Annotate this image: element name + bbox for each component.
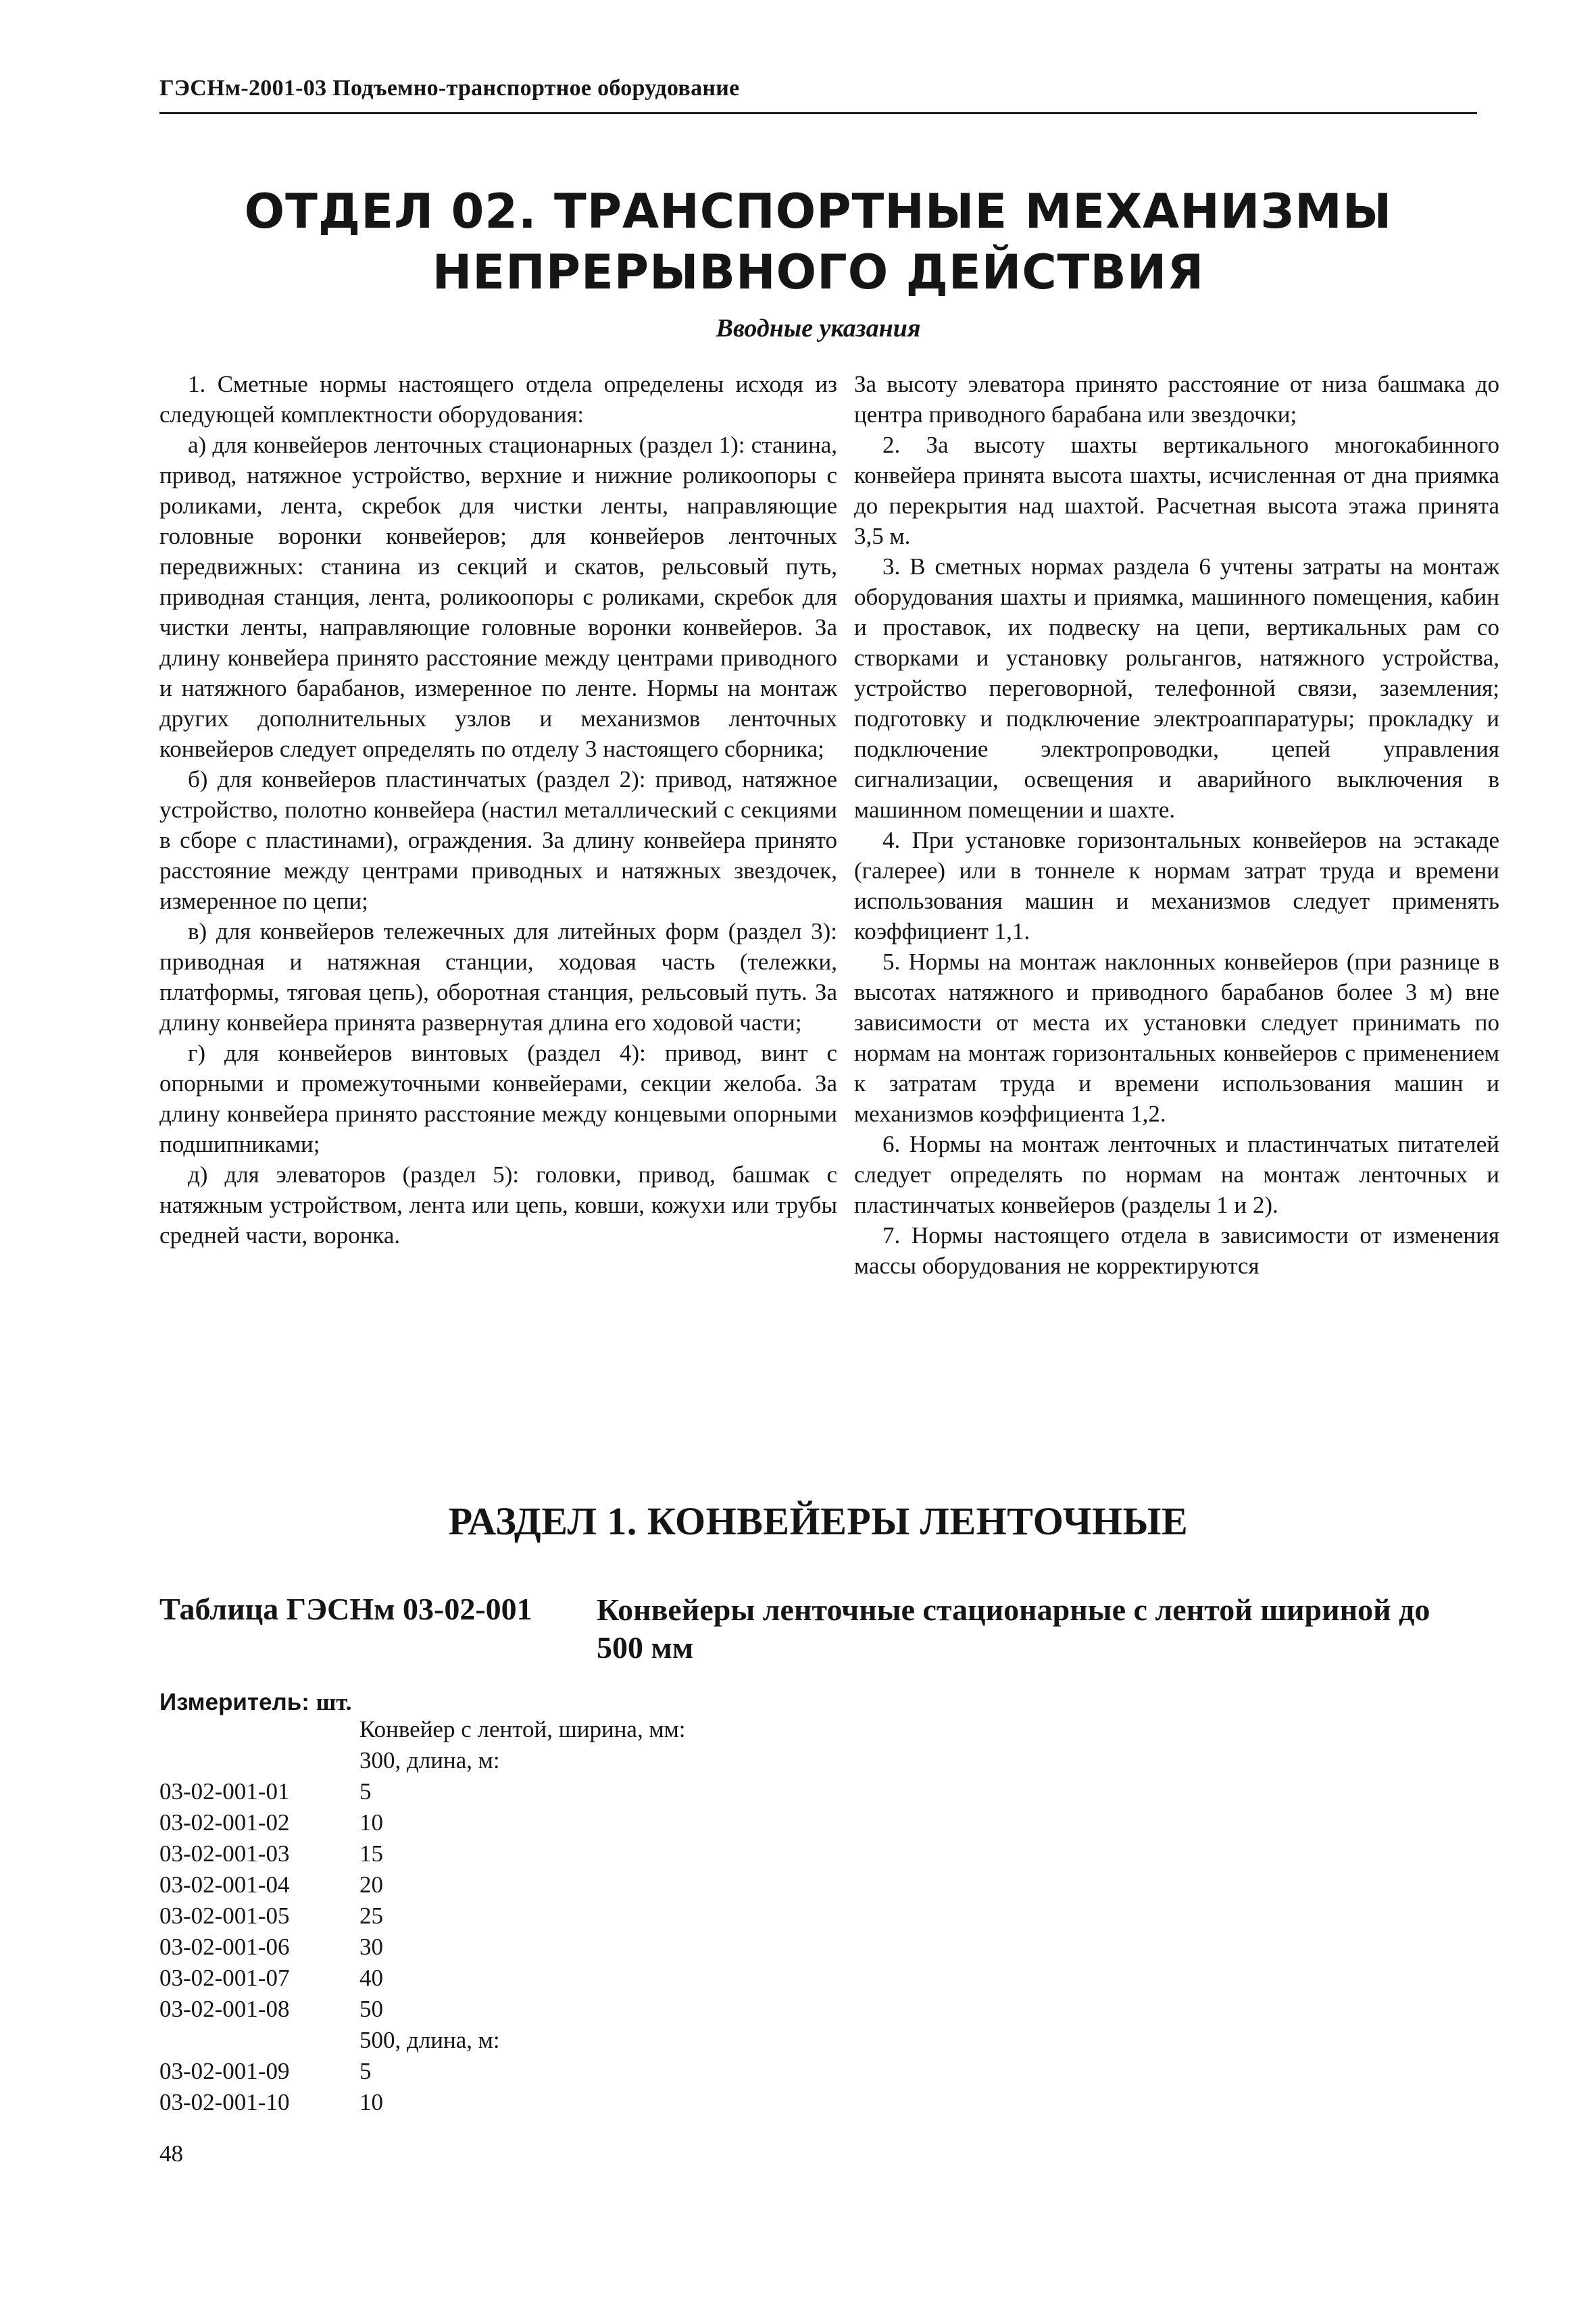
measure-label: Измеритель: (159, 1689, 309, 1715)
left-text-column (159, 369, 837, 1251)
section-title-line1: ОТДЕЛ 02. ТРАНСПОРТНЫЕ МЕХАНИЗМЫ (244, 184, 1393, 239)
row-code: 03-02-001-06 (159, 1934, 290, 1960)
measure-unit: шт. (316, 1689, 352, 1715)
row-code: 03-02-001-08 (159, 1996, 290, 2022)
paragraph: 7. Нормы настоящего отдела в зависимости от изменения массы оборудования не корректируются (854, 1222, 1499, 1279)
paragraph: а) для конвейеров ленточных стационарных (раздел 1): станина, привод, натяжное устройство, верхние и нижние роликоопоры с роликами, лента, скребок для чистки ленты, направляющие головные воронки конвейеров; для конвейеров ленточных передвижных: станина из секций и скатов, рельсовый путь, приводная станция, лента, роликоопоры с роликами, скребок для чистки ленты, направляющие головные воронки конвейеров. За длину конвейера принято расстояние между центрами приводного и натяжного барабанов, измеренное по ленте. Нормы на монтаж других дополнительных узлов и механизмов ленточных конвейеров следует определять по отделу 3 настоящего сборника; (159, 432, 837, 762)
paragraph: 2. За высоту шахты вертикального многокабинного конвейера принята высота шахты, исчисленная от дна приямка до перекрытия над шахтой. Расчетная высота этажа принята 3,5 м. (854, 432, 1499, 549)
row-value: 50 (359, 1996, 383, 2022)
row-code: 03-02-001-04 (159, 1871, 290, 1898)
row-code: 03-02-001-07 (159, 1965, 290, 1991)
table-title: Конвейеры ленточные стационарные с лентой шириной до 500 мм (597, 1592, 1430, 1665)
paragraph: 3. В сметных нормах раздела 6 учтены затраты на монтаж оборудования шахты и приямка, машинного помещения, кабин и проставок, их подвеску на цепи, вертикальных рам со створками и установку рольгангов, натяжного устройства, устройство переговорной, телефонной связи, заземления; подготовку и подключение электроаппаратуры; прокладку и подключение электропроводки, цепей управления сигнализации, освещения и аварийного выключения в машинном помещении и шахте. (854, 553, 1499, 823)
page-number: 48 (159, 2140, 183, 2167)
paragraph: д) для элеваторов (раздел 5): головки, привод, башмак с натяжным устройством, лента или цепь, ковши, кожухи или трубы средней части, воронка. (159, 1161, 837, 1249)
row-value: 20 (359, 1871, 383, 1898)
row-code: 03-02-001-02 (159, 1809, 290, 1836)
section-title-line2: НЕПРЕРЫВНОГО ДЕЙСТВИЯ (432, 245, 1205, 300)
header-rule (159, 112, 1477, 114)
row-value: 40 (359, 1965, 383, 1991)
running-header: ГЭСНм-2001-03 Подъемно-транспортное оборудование (159, 76, 740, 101)
intro-heading: Вводные указания (716, 314, 921, 343)
row-value: 10 (359, 2089, 383, 2115)
paragraph: в) для конвейеров тележечных для литейных форм (раздел 3): приводная и натяжная станции, ходовая часть (тележки, платформы, тяговая цепь), оборотная станция, рельсовый путь. За длину конвейера принята развернутая длина его ходовой части; (159, 918, 837, 1036)
row-code: 03-02-001-01 (159, 1778, 290, 1805)
row-value: 10 (359, 1809, 383, 1836)
paragraph: б) для конвейеров пластинчатых (раздел 2): привод, натяжное устройство, полотно конвейера (настил металлический с секциями в сборе с пластинами), ограждения. За длину конвейера принято расстояние между центрами приводных и натяжных звездочек, измеренное по цепи; (159, 766, 837, 914)
paragraph: 6. Нормы на монтаж ленточных и пластинчатых питателей следует определять по нормам на монтаж ленточных и пластинчатых конвейеров (разделы 1 и 2). (854, 1131, 1499, 1218)
row-value: 5 (359, 1778, 372, 1805)
row-code: 03-02-001-05 (159, 1903, 290, 1929)
group-label: 300, длина, м: (359, 1747, 500, 1774)
paragraph: За высоту элеватора принято расстояние от низа башмака до центра приводного барабана или звездочки; (854, 371, 1499, 428)
measure-line (159, 1689, 352, 1716)
paragraph: 1. Сметные нормы настоящего отдела определены исходя из следующей комплектности оборудования: (159, 371, 837, 428)
right-text-column (854, 369, 1499, 1281)
paragraph: г) для конвейеров винтовых (раздел 4): привод, винт с опорными и промежуточными конвейерами, секции желоба. За длину конвейера принято расстояние между концевыми опорными подшипниками; (159, 1040, 837, 1157)
part-title: РАЗДЕЛ 1. КОНВЕЙЕРЫ ЛЕНТОЧНЫЕ (448, 1499, 1189, 1543)
column-header: Конвейер с лентой, ширина, мм: (359, 1716, 686, 1742)
row-value: 25 (359, 1903, 383, 1929)
paragraph: 5. Нормы на монтаж наклонных конвейеров (при разнице в высотах натяжного и приводного барабанов более 3 м) вне зависимости от места их установки следует принимать по нормам на монтаж горизонтальных конвейеров с применением к затратам труда и времени использования машин и механизмов коэффициента 1,2. (854, 949, 1499, 1127)
row-value: 5 (359, 2058, 372, 2084)
table-label: Таблица ГЭСНм 03-02-001 (159, 1592, 532, 1626)
row-value: 15 (359, 1840, 383, 1867)
row-code: 03-02-001-03 (159, 1840, 290, 1867)
group-label: 500, длина, м: (359, 2027, 500, 2053)
row-code: 03-02-001-10 (159, 2089, 290, 2115)
row-code: 03-02-001-09 (159, 2058, 290, 2084)
paragraph: 4. При установке горизонтальных конвейеров на эстакаде (галерее) или в тоннеле к нормам затрат труда и времени использования машин и механизмов следует применять коэффициент 1,1. (854, 827, 1499, 945)
row-value: 30 (359, 1934, 383, 1960)
